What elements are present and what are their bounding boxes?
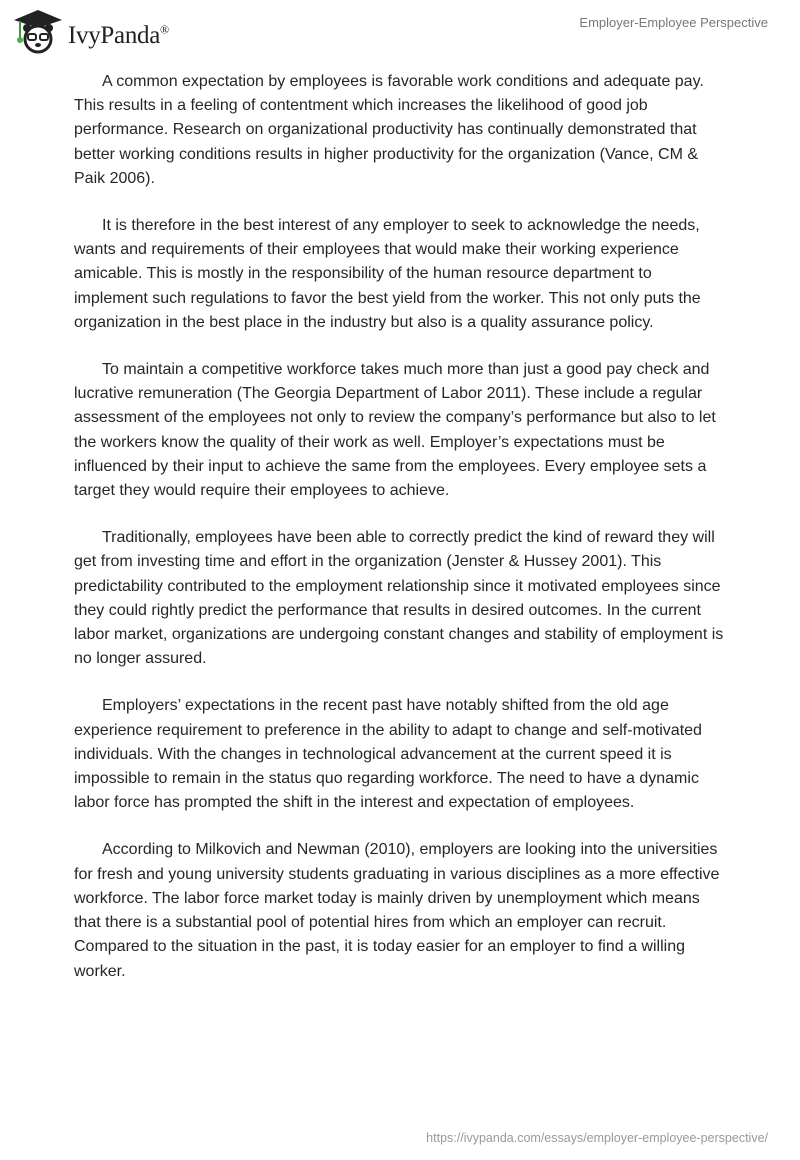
panda-graduate-icon (12, 8, 64, 54)
source-url-link[interactable]: https://ivypanda.com/essays/employer-employee-perspective/ (426, 1131, 768, 1145)
paragraph: Employers’ expectations in the recent past have notably shifted from the old age experience requirement to preference in the ability to adapt to change and self-motivated individuals. With the changes in technological advancement at the current speed it is impossible to remain in the status quo regarding workforce. The need to have a dynamic labor force has prompted the shift in the interest and expectation of employees. (74, 697, 702, 812)
paragraph: According to Milkovich and Newman (2010), employers are looking into the universities for fresh and young university students graduating in various disciplines as a more effective workforce. The labor force market today is mainly driven by unemployment which means that there is a substantial pool of potential hires from which an employer can recruit. Compared to the situation in the past, it is today easier for an employer to find a willing worker. (74, 841, 720, 980)
paragraph: It is therefore in the best interest of any employer to seek to acknowledge the needs, wants and requirements of their employees that would make their working experience amicable. This is mostly in the responsibility of the human resource department to implement such regulations to favor the best yield from the worker. This not only puts the organization in the best place in the industry but also is a quality assurance policy. (74, 217, 701, 331)
paragraph: Traditionally, employees have been able to correctly predict the kind of reward they will get from investing time and effort in the organization (Jenster & Hussey 2001). This predictability contributed to the employment relationship since it motivated employees since they could rightly predict the performance that results in desired outcomes. In the current labor market, organizations are undergoing constant changes and stability of employment is no longer assured. (74, 529, 724, 668)
logo-text (68, 22, 169, 50)
logo-wordmark: IvyPanda (68, 22, 161, 49)
paragraph: To maintain a competitive workforce takes much more than just a good pay check and lucrative remuneration (The Georgia Department of Labor 2011). These include a regular assessment of the employees not only to review the company’s performance but also to let the workers know the quality of their work as well. Employer’s expectations must be influenced by their input to achieve the same from the employees. Every employee sets a target they would require their employees to achieve. (74, 361, 716, 500)
ivypanda-logo[interactable] (12, 8, 169, 54)
essay-body (74, 70, 728, 1007)
document-title: Employer-Employee Perspective (579, 15, 768, 30)
paragraph: A common expectation by employees is favorable work conditions and adequate pay. This results in a feeling of contentment which increases the likelihood of good job performance. Research on organizational productivity has continually demonstrated that better working conditions results in higher productivity for the organization (Vance, CM & Paik 2006). (74, 73, 704, 187)
registered-mark: ® (160, 22, 169, 37)
